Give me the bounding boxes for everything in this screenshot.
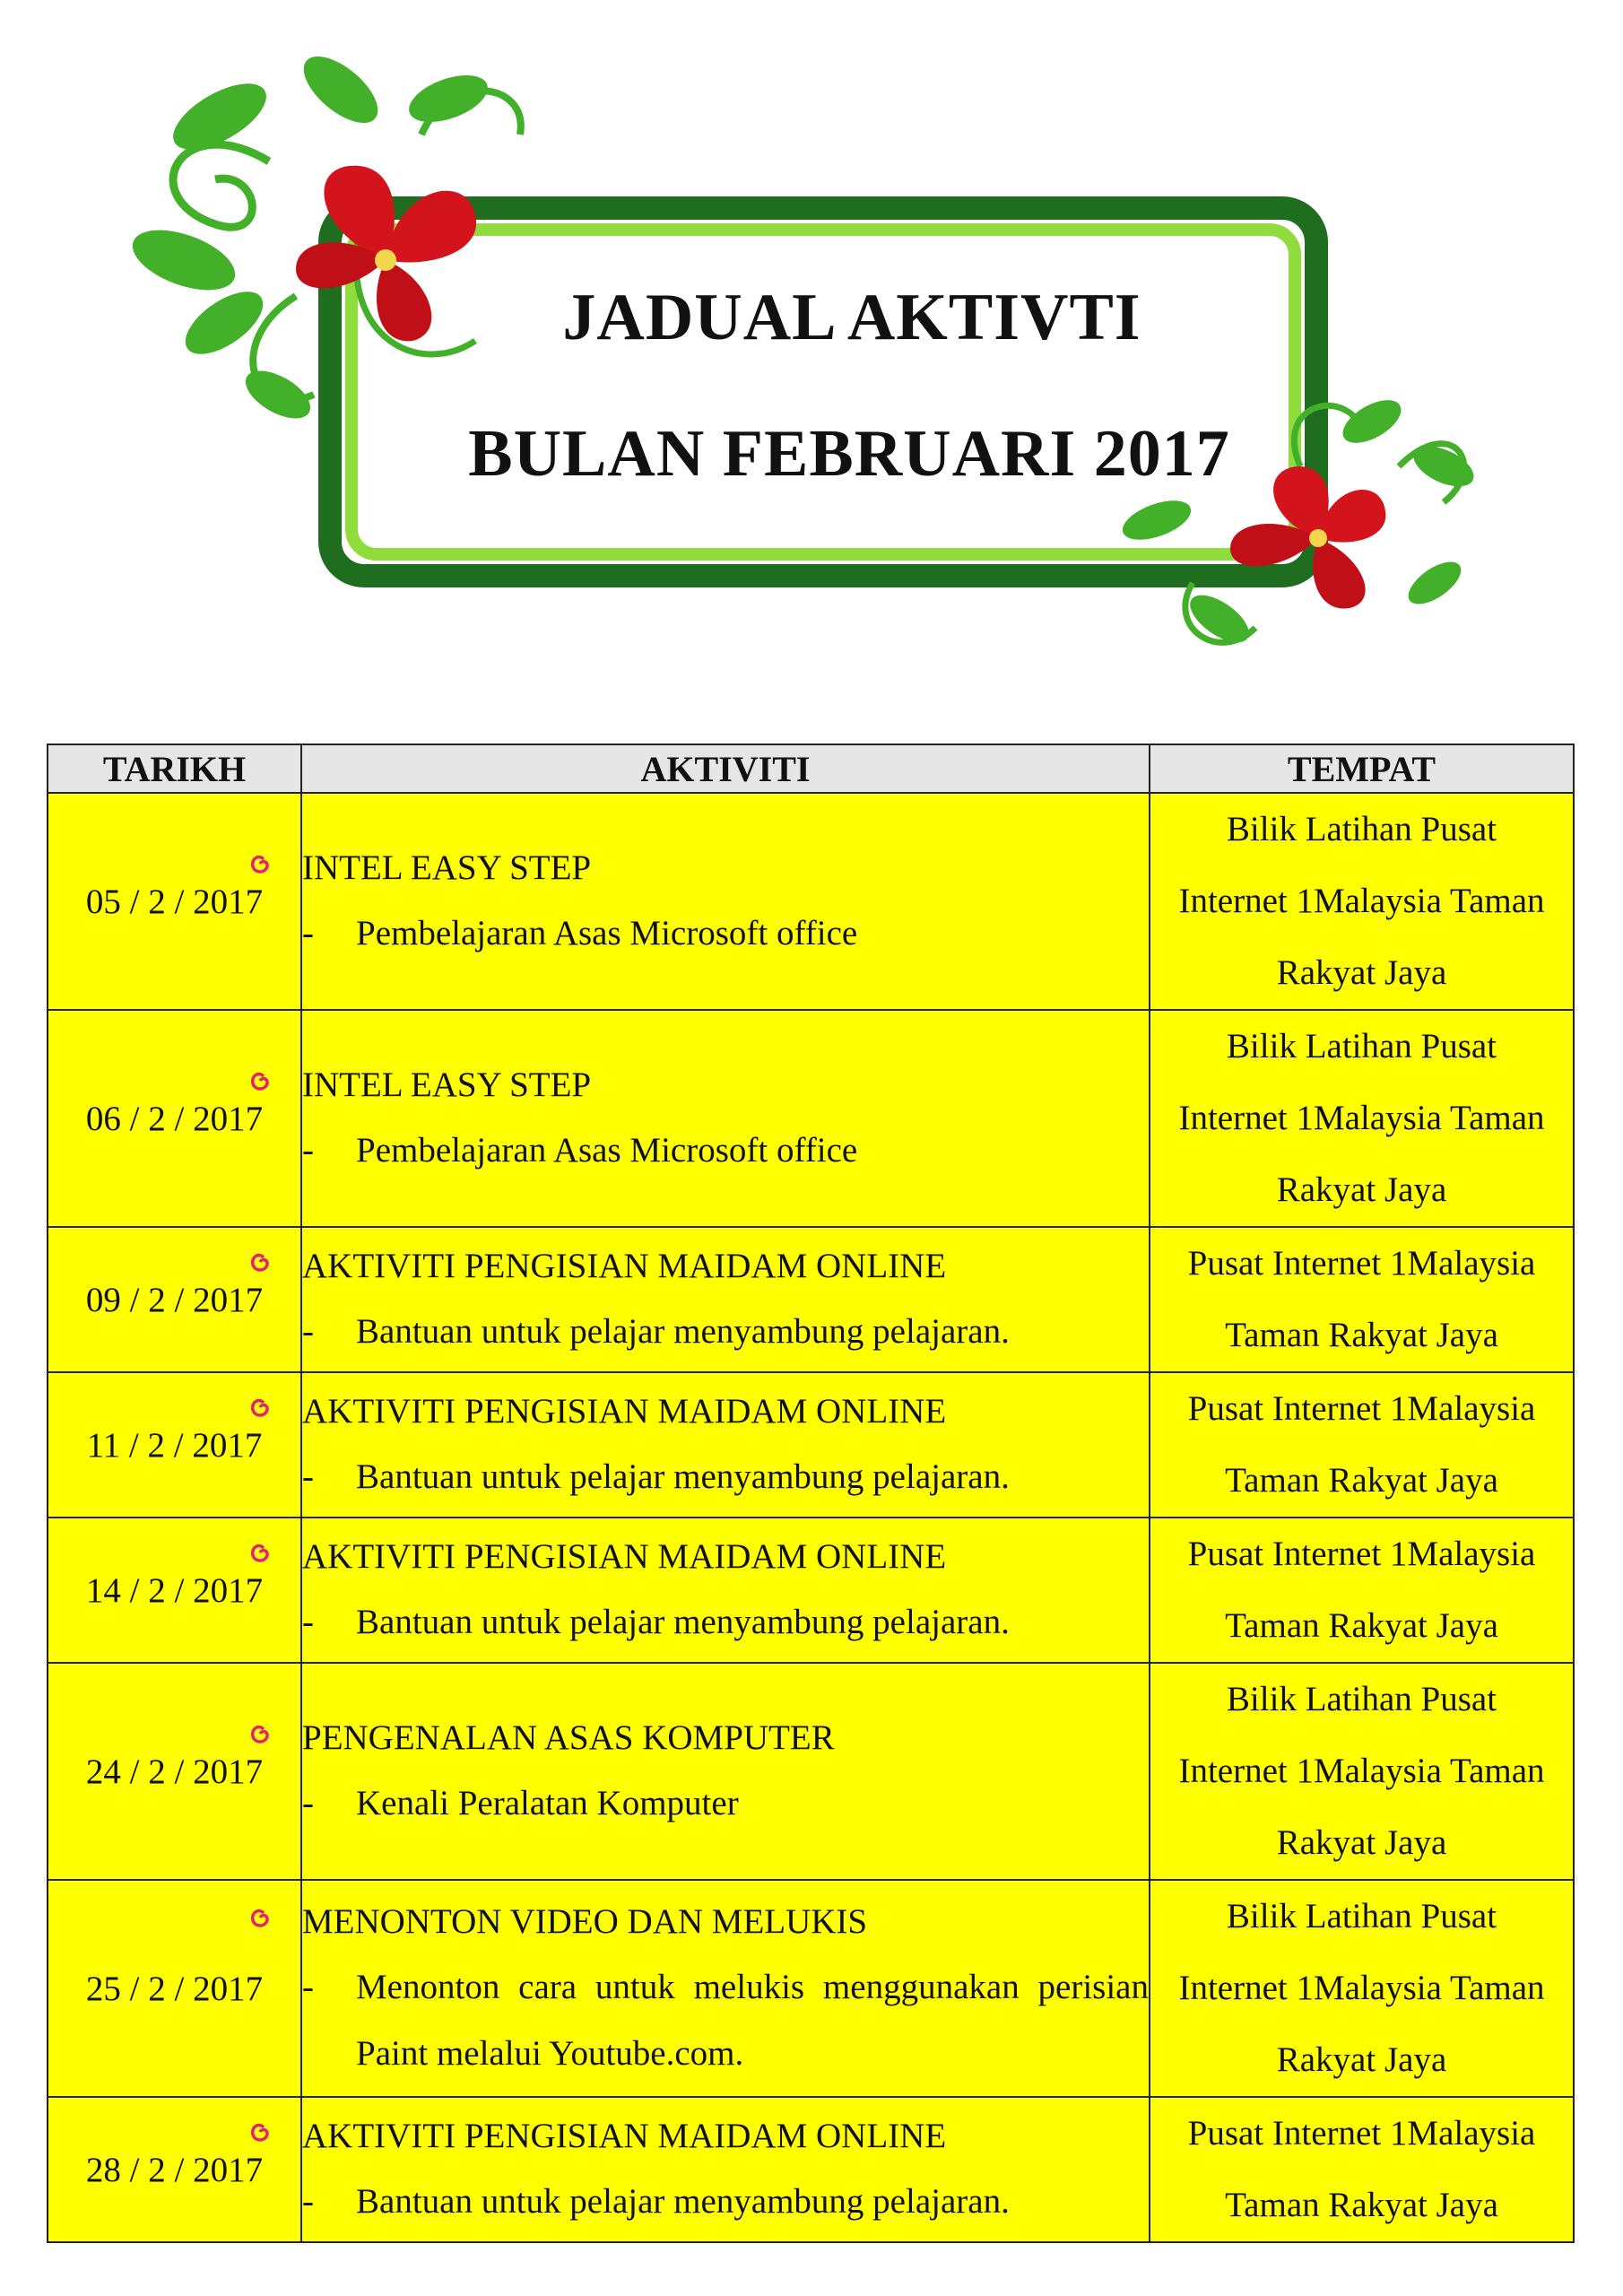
place-line: Internet 1Malaysia Taman [1178, 1099, 1545, 1137]
activity-cell [301, 1372, 1150, 1518]
place-cell [1150, 1663, 1574, 1880]
activity-detail: - Bantuan untuk pelajar menyambung pelajaran. [302, 1444, 1149, 1510]
place-line: Internet 1Malaysia Taman [1178, 1969, 1545, 2007]
activity-detail-text: Kenali Peralatan Komputer [356, 1784, 739, 1822]
place-cell [1150, 2097, 1574, 2242]
date-cell: 28 / 2 / 2017 [48, 2097, 301, 2242]
spiral-bullet-icon [247, 1234, 273, 1299]
activity-detail-text: Pembelajaran Asas Microsoft office [356, 1131, 858, 1170]
activity-cell [301, 1010, 1150, 1227]
floral-frame-icon [0, 0, 1623, 718]
place-cell [1150, 1880, 1574, 2097]
activity-title-text: INTEL EASY STEP [302, 1065, 592, 1104]
activity-title [302, 1706, 1149, 1770]
activity-title-text: INTEL EASY STEP [302, 848, 592, 887]
date-cell: 06 / 2 / 2017 [48, 1010, 301, 1227]
place-line: Pusat Internet 1Malaysia [1187, 1535, 1536, 1573]
activity-title [302, 836, 1149, 900]
activity-title [302, 1053, 1149, 1118]
date-cell: 14 / 2 / 2017 [48, 1518, 301, 1663]
activity-title-text: MENONTON VIDEO DAN MELUKIS [302, 1902, 868, 1941]
spiral-bullet-icon [247, 2104, 273, 2169]
spiral-bullet-icon [247, 1706, 273, 1770]
date-cell: 11 / 2 / 2017 [48, 1372, 301, 1518]
place-line: Bilik Latihan Pusat [1226, 810, 1497, 848]
place-cell [1150, 1372, 1574, 1518]
title-banner [0, 0, 1623, 718]
activity-detail-text: Bantuan untuk pelajar menyambung pelajaran. [356, 1457, 1010, 1496]
activity-title [302, 1379, 1149, 1444]
activity-detail: - Bantuan untuk pelajar menyambung pelajaran. [302, 2169, 1149, 2235]
place-line: Rakyat Jaya [1276, 2040, 1447, 2079]
date-cell: 09 / 2 / 2017 [48, 1227, 301, 1372]
place-line: Taman Rakyat Jaya [1225, 2186, 1498, 2224]
place-line: Pusat Internet 1Malaysia [1187, 1389, 1536, 1428]
activity-detail-text: Pembelajaran Asas Microsoft office [356, 914, 858, 952]
table-row [48, 1518, 1574, 1663]
activity-title [302, 1234, 1149, 1299]
activity-cell [301, 1227, 1150, 1372]
place-line: Bilik Latihan Pusat [1226, 1680, 1497, 1718]
activity-detail: - Pembelajaran Asas Microsoft office [302, 900, 1149, 967]
place-line: Rakyat Jaya [1276, 953, 1447, 992]
activity-title-text: AKTIVITI PENGISIAN MAIDAM ONLINE [302, 1247, 947, 1285]
activity-schedule-table [47, 744, 1575, 2243]
activity-detail: - Pembelajaran Asas Microsoft office [302, 1118, 1149, 1184]
place-line: Pusat Internet 1Malaysia [1187, 1244, 1536, 1283]
place-cell [1150, 1010, 1574, 1227]
activity-detail-text: Bantuan untuk pelajar menyambung pelajaran. [356, 1312, 1010, 1351]
activity-cell [301, 1518, 1150, 1663]
spiral-bullet-icon [247, 1890, 273, 1954]
place-line: Rakyat Jaya [1276, 1170, 1447, 1209]
activity-detail-text: Menonton cara untuk melukis menggunakan perisian Paint melalui Youtube.com. [356, 1968, 1149, 2073]
place-line: Pusat Internet 1Malaysia [1187, 2114, 1536, 2152]
activity-detail: - Bantuan untuk pelajar menyambung pelajaran. [302, 1589, 1149, 1656]
activity-detail-text: Bantuan untuk pelajar menyambung pelajaran. [356, 2182, 1010, 2221]
spiral-bullet-icon [247, 1053, 273, 1118]
place-line: Taman Rakyat Jaya [1225, 1316, 1498, 1354]
table-row [48, 2097, 1574, 2242]
date-cell: 05 / 2 / 2017 [48, 793, 301, 1010]
date-cell: 25 / 2 / 2017 [48, 1880, 301, 2097]
place-line: Taman Rakyat Jaya [1225, 1461, 1498, 1500]
column-header-date: TARIKH [48, 744, 301, 793]
activity-cell [301, 1880, 1150, 2097]
table-row [48, 1372, 1574, 1518]
table-row [48, 793, 1574, 1010]
table-row [48, 1010, 1574, 1227]
activity-cell [301, 1663, 1150, 1880]
place-line: Internet 1Malaysia Taman [1178, 882, 1545, 920]
page-title: JADUAL AKTIVTI [562, 281, 1141, 354]
activity-detail: - Menonton cara untuk melukis menggunakan perisian Paint melalui Youtube.com. [302, 1954, 1149, 2087]
activity-cell [301, 2097, 1150, 2242]
activity-title-text: AKTIVITI PENGISIAN MAIDAM ONLINE [302, 1537, 947, 1576]
table-row [48, 1880, 1574, 2097]
place-cell [1150, 793, 1574, 1010]
activity-cell [301, 793, 1150, 1010]
spiral-bullet-icon [247, 836, 273, 900]
spiral-bullet-icon [247, 1379, 273, 1444]
page-subtitle: BULAN FEBRUARI 2017 [468, 417, 1230, 491]
table-row [48, 1663, 1574, 1880]
activity-detail: - Kenali Peralatan Komputer [302, 1770, 1149, 1837]
date-cell: 24 / 2 / 2017 [48, 1663, 301, 1880]
spiral-bullet-icon [247, 1525, 273, 1589]
place-line: Bilik Latihan Pusat [1226, 1027, 1497, 1065]
activity-title-text: AKTIVITI PENGISIAN MAIDAM ONLINE [302, 2117, 947, 2155]
activity-detail-text: Bantuan untuk pelajar menyambung pelajaran. [356, 1603, 1010, 1641]
place-line: Bilik Latihan Pusat [1226, 1897, 1497, 1935]
activity-title-text: AKTIVITI PENGISIAN MAIDAM ONLINE [302, 1392, 947, 1431]
place-line: Rakyat Jaya [1276, 1823, 1447, 1862]
activity-title [302, 1525, 1149, 1589]
place-line: Internet 1Malaysia Taman [1178, 1752, 1545, 1790]
place-cell [1150, 1518, 1574, 1663]
table-header-row [48, 744, 1574, 793]
activity-detail: - Bantuan untuk pelajar menyambung pelajaran. [302, 1299, 1149, 1365]
place-cell [1150, 1227, 1574, 1372]
place-line: Taman Rakyat Jaya [1225, 1606, 1498, 1645]
table-row [48, 1227, 1574, 1372]
activity-title [302, 1890, 1149, 1954]
column-header-place: TEMPAT [1150, 744, 1574, 793]
activity-title-text: PENGENALAN ASAS KOMPUTER [302, 1718, 835, 1757]
column-header-activity: AKTIVITI [301, 744, 1150, 793]
activity-title [302, 2104, 1149, 2169]
